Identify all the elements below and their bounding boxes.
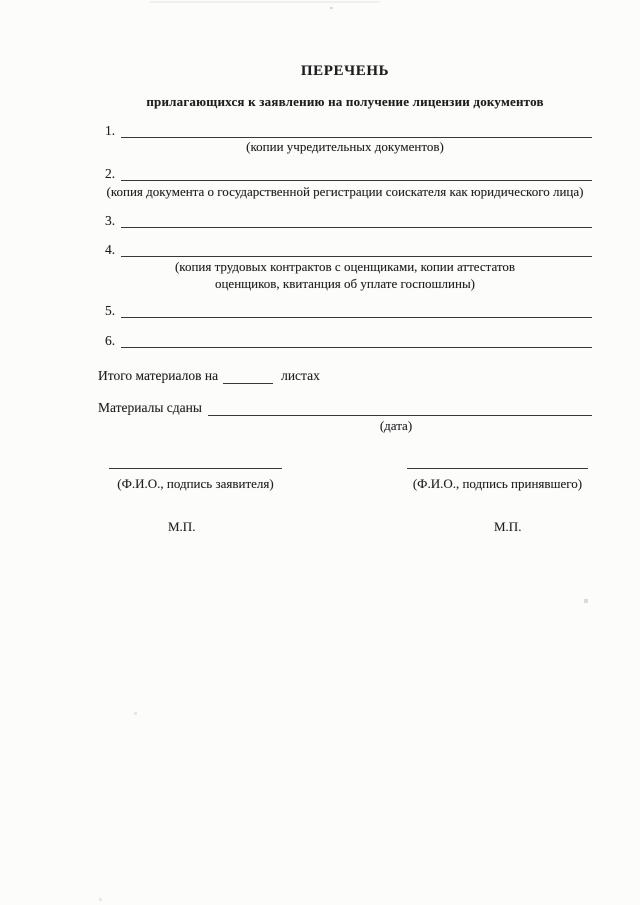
- document-subtitle: прилагающихся к заявлению на получение лицензии документов: [146, 94, 544, 109]
- scan-artifact: [134, 712, 137, 715]
- submitted-date-blank: [208, 400, 592, 416]
- item-3-blank-line: [121, 212, 592, 228]
- receiver-signature-caption: (Ф.И.О., подпись принявшего): [412, 476, 583, 491]
- item-6-blank-line: [121, 332, 592, 348]
- applicant-signature-block: [109, 468, 282, 492]
- form-item-2: [98, 165, 592, 181]
- item-2-blank-line: [121, 165, 592, 181]
- item-4-blank-line: [121, 241, 592, 257]
- total-sheets-blank: [223, 368, 273, 384]
- totals-row: [98, 368, 592, 384]
- item-1-caption: (копии учредительных документов): [246, 139, 444, 154]
- applicant-signature-caption: (Ф.И.О., подпись заявителя): [117, 476, 274, 491]
- item-1-blank-line: [121, 122, 592, 138]
- receiver-signature-line: [407, 468, 588, 476]
- item-number: 2.: [105, 166, 116, 181]
- item-number: 1.: [105, 123, 116, 138]
- submitted-label: Материалы сданы: [98, 400, 202, 415]
- item-5-blank-line: [121, 302, 592, 318]
- date-caption: (дата): [379, 418, 413, 433]
- scan-artifact: [330, 7, 333, 9]
- applicant-seal-mark: М.П.: [168, 519, 196, 534]
- item-4-caption-line-2: оценщиков, квитанция об уплате госпошлины): [214, 276, 476, 291]
- item-number: 6.: [105, 333, 116, 348]
- item-number: 3.: [105, 213, 116, 228]
- item-4-caption-line-1: (копия трудовых контрактов с оценщиками, копии аттестатов: [174, 259, 516, 274]
- totals-prefix: Итого материалов на: [98, 368, 219, 383]
- scan-artifact: [150, 1, 380, 3]
- receiver-signature-block: [407, 468, 588, 492]
- form-item-3: [98, 212, 592, 228]
- applicant-signature-line: [109, 468, 282, 476]
- item-2-caption: (копия документа о государственной регистрации соискателя как юридического лица): [106, 184, 584, 199]
- scan-artifact: [584, 599, 588, 603]
- form-item-1: [98, 122, 592, 138]
- totals-suffix: листах: [281, 368, 320, 383]
- document-title: ПЕРЕЧЕНЬ: [300, 63, 390, 79]
- form-item-5: [98, 302, 592, 318]
- form-item-4: [98, 241, 592, 257]
- item-number: 5.: [105, 303, 116, 318]
- scan-artifact: [99, 898, 102, 901]
- submitted-row: [98, 400, 592, 416]
- receiver-seal-mark: М.П.: [494, 519, 522, 534]
- item-number: 4.: [105, 242, 116, 257]
- form-item-6: [98, 332, 592, 348]
